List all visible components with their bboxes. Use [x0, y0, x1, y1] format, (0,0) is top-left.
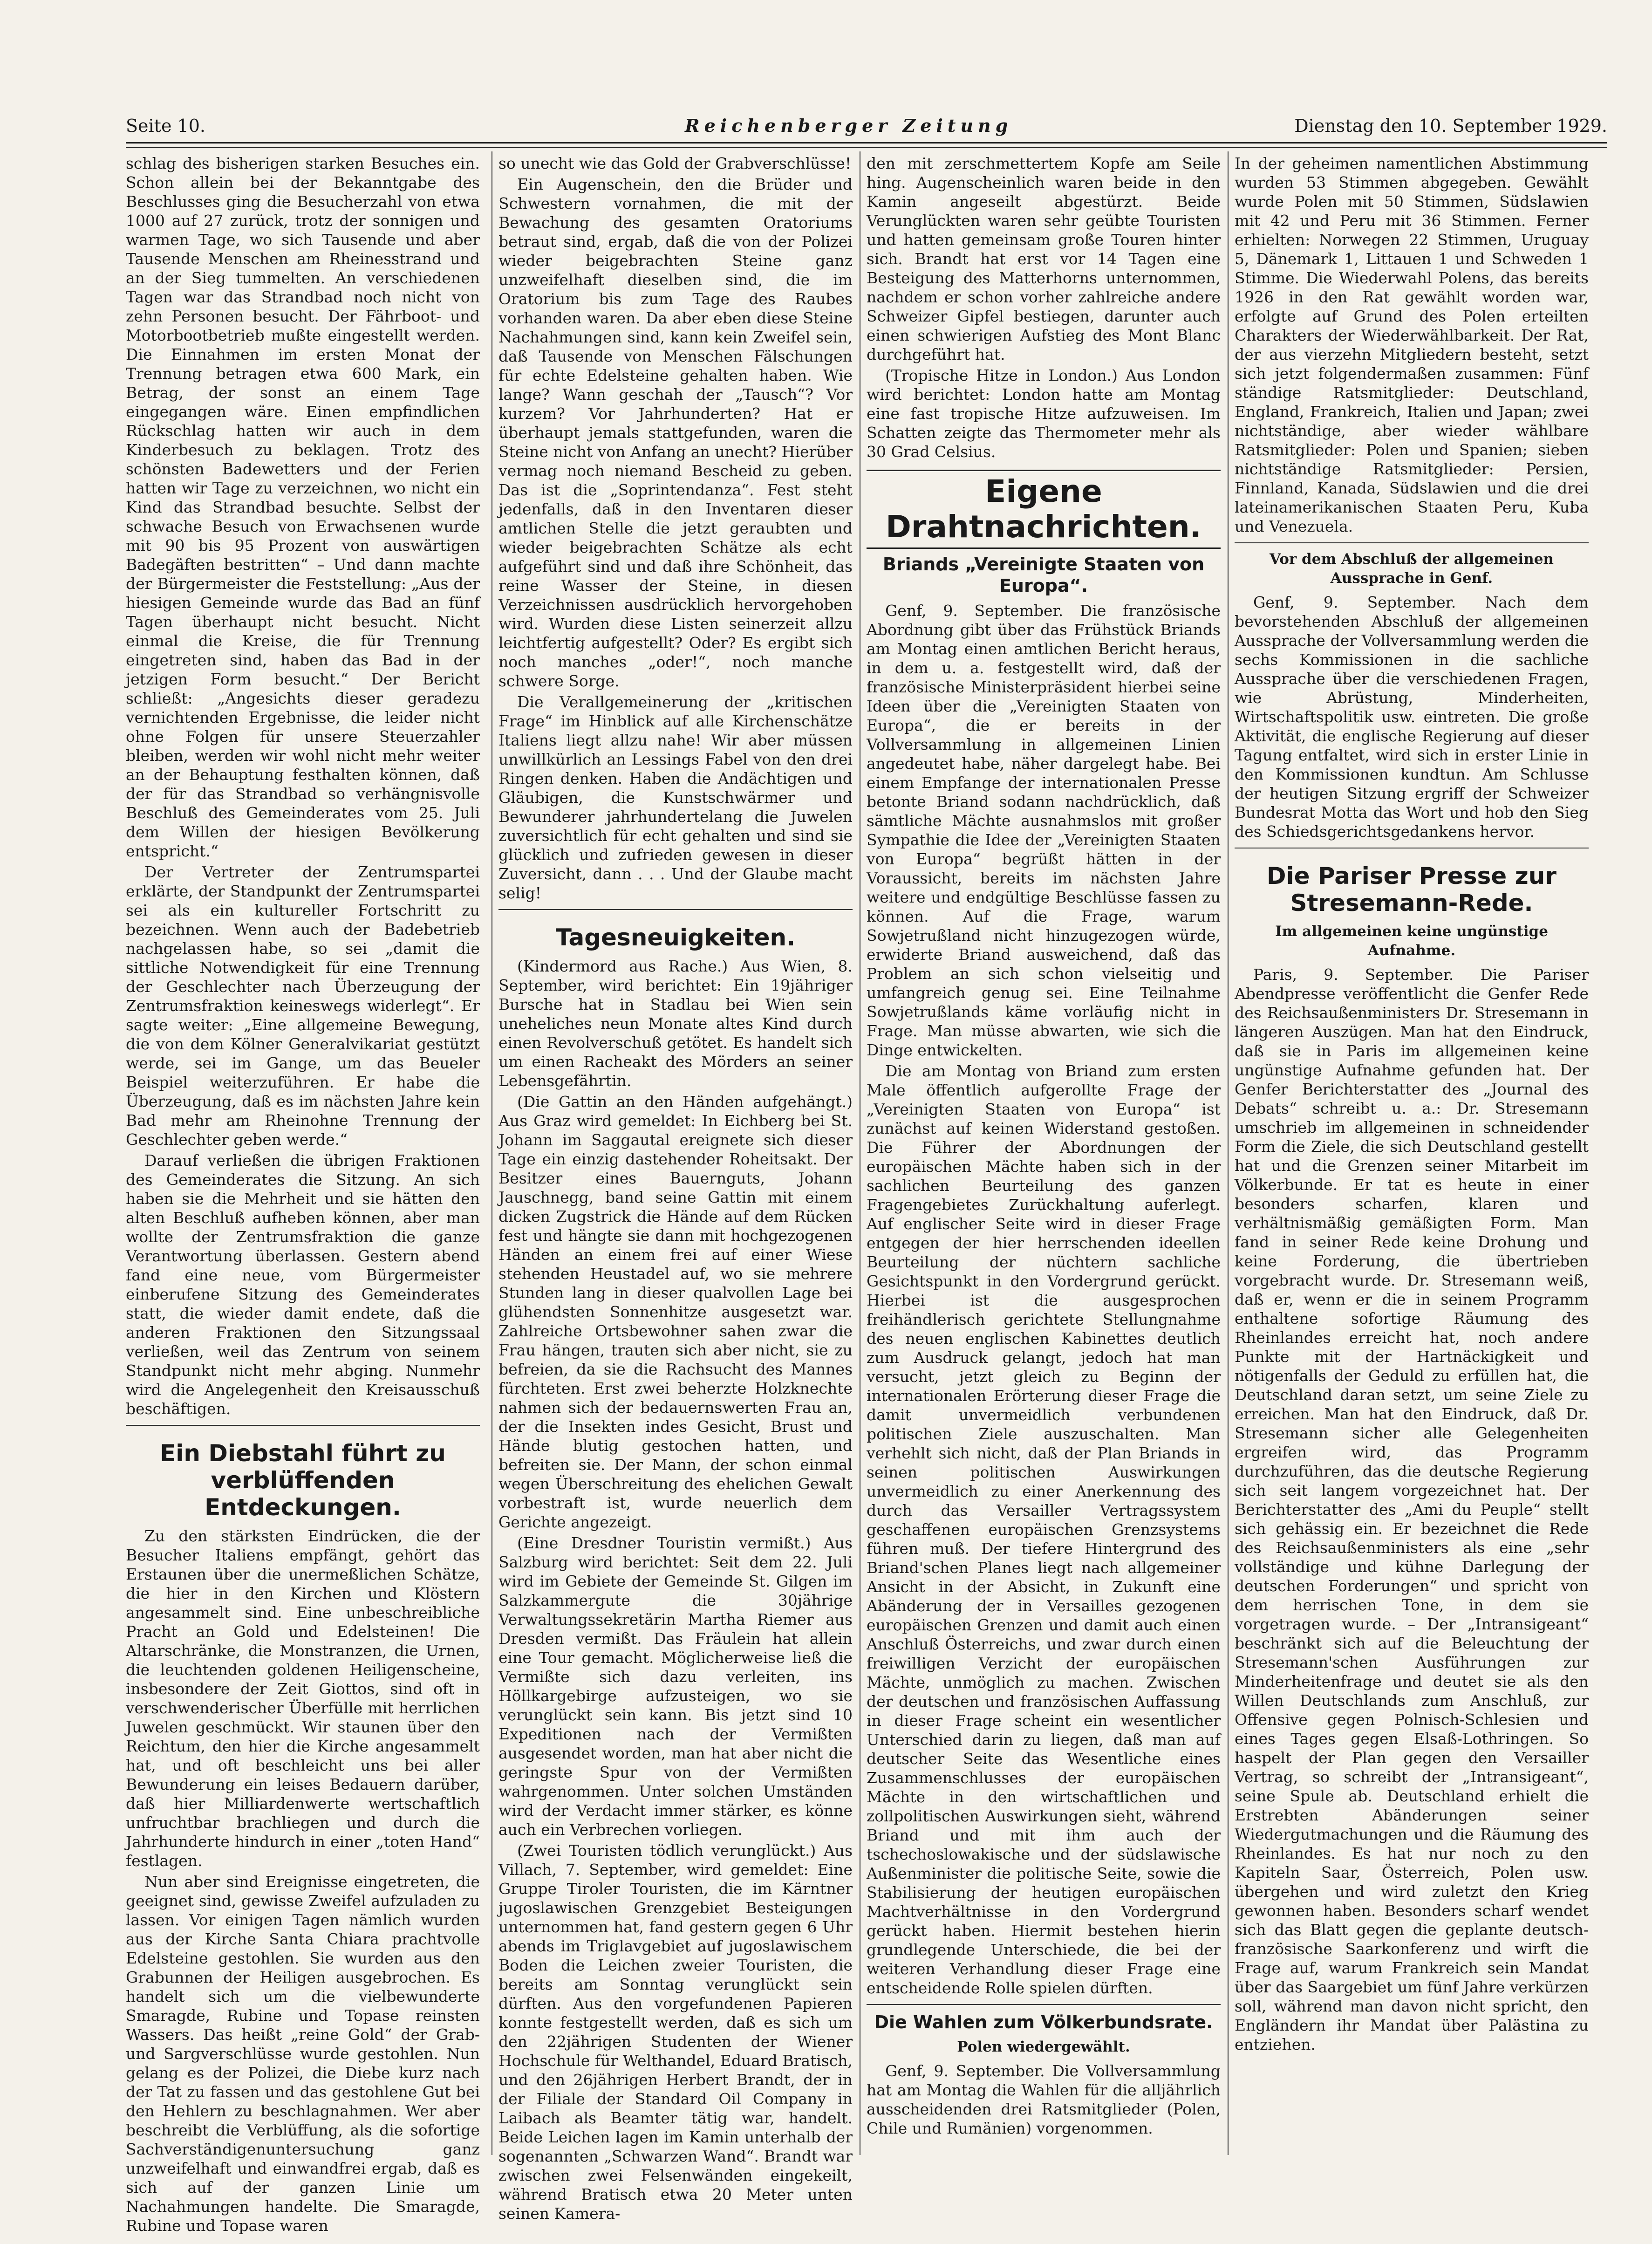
article-kicker: Im allgemeinen keine ungünstige Aufnahme.: [1275, 923, 1548, 959]
page-header: [126, 112, 1607, 140]
article-text: Die am Montag von Briand zum ersten Male öffentlich aufgerollte Frage der „Vereinigten Staaten von Europa“ ist zunächst auf keinen Widerstand gestoßen. Die Führer der Abordnungen der europäischen Mächte haben sich in der sachlichen Beurteilung des ganzen Fragengebietes Zurückhaltung auferlegt. Auf englischer Seite wird in dieser Frage entgegen der hier herrschenden ideellen Beurteilung der nüchtern sachliche Gesichtspunkt in den Vordergrund gerückt. Hierbei ist die ausgesprochen freihändlerisch gerichtete Stellungnahme des neuen englischen Kabinettes deutlich zum Ausdruck gelangt, jedoch hat man versucht, jetzt gleich zu Beginn der internationalen Erörterung dieser Frage die damit unvermeidlich verbundenen politischen Ziele auszuschalten. Man verhehlt sich nicht, daß der Plan Briands in seinen politischen Auswirkungen unvermeidlich zu einer Anerkennung des durch das Versailler Vertragssystem geschaffenen europäischen Grenzsystems führen muß. Der tiefere Hintergrund des Briand'schen Planes liegt nach allgemeiner Ansicht in der Absicht, in Zukunft eine Abänderung der in Versailles gezogenen europäischen Grenzen und damit auch einen Anschluß Österreichs, und zwar durch einen freiwilligen Verzicht der europäischen Mächte, unmöglich zu machen. Zwischen der deutschen und französischen Auffassung in dieser Frage scheint ein wesentlicher Unterschied darin zu liegen, daß man auf deutscher Seite das Wesentliche eines Zusammenschlusses der europäischen Mächte in den wirtschaftlichen und zollpolitischen Auswirkungen sieht, während Briand und mit ihm auch der tschechoslowakische und der südslawische Außenminister die politische Seite, sowie die Stabilisierung der heutigen europäischen Machtverhältnisse in den Vordergrund gerückt haben. Hiermit bestehen hierin grundlegende Unterschiede, die bei der weiteren Verhandlung dieser Frage eine entscheidende Rolle spielen dürften.: [867, 1062, 1221, 1997]
section-banner: Eigene Drahtnachrichten.: [867, 470, 1221, 549]
column-2: [498, 154, 853, 2223]
news-item: (Kindermord aus Rache.) Aus Wien, 8. September, wird berichtet: Ein 19jähriger Bursche hat in Stadlau bei Wien sein uneheliches neun Monate altes Kind durch einen Revolverschuß getötet. Es handelt sich um einen Racheakt des Mörders an seiner Lebensgefährtin.: [498, 957, 853, 1090]
section-headline: Tagesneuigkeiten.: [555, 924, 796, 951]
divider: [126, 1425, 480, 1426]
article-text: Genf, 9. September. Nach dem bevorstehenden Abschluß der allgemeinen Aussprache der Vollversammlung werden die sechs Kommissionen in die sachliche Aussprache über die verschiedenen Fragen, wie Abrüstung, Minderheiten, Wirtschaftspolitik usw. eintreten. Die große Aktivität, die englische Regierung auf dieser Tagung entfaltet, wird sich in erster Linie in den Kommissionen kundtun. Am Schlusse der heutigen Sitzung ergriff der Schweizer Bundesrat Motta das Wort und hob den Sieg des Schiedsgerichtsgedankens hervor.: [1235, 593, 1589, 841]
article-text: Ein Augenschein, den die Brüder und Schwestern vornahmen, die mit der Bewachung des gesamten Oratoriums betraut sind, ergab, daß die von der Polizei wieder beigebrachten Steine ganz unzweifelhaft dieselben sind, die im Oratorium bis zum Tage des Raubes vorhanden waren. Da aber eben diese Steine Nachahmungen sind, kann kein Zweifel sein, daß Tausende von Menschen Fälschungen für echte Edelsteine gehalten haben. Wie lange? Wann geschah der „Tausch“? Vor kurzem? Vor Jahrhunderten? Hat er überhaupt jemals stattgefunden, waren die Steine nicht von Anfang an unecht? Hierüber vermag noch niemand Bescheid zu geben. Das ist die „Soprintendanza“. Fest steht jedenfalls, daß in den Inventaren dieser amtlichen Stelle die jetzt geraubten und wieder beigebrachten Schätze als echt aufgeführt sind und daß ihre Schönheit, das reine Wasser der Steine, in diesen Verzeichnissen ausdrücklich hervorgehoben wird. Wurden diese Listen seinerzeit allzu leichtfertig aufgestellt? Oder? Es ergibt sich noch manches „oder!“, noch manche schwere Sorge.: [498, 175, 853, 690]
divider: [1235, 542, 1589, 543]
article-headline: Die Wahlen zum Völkerbundsrate.: [874, 2012, 1213, 2032]
article-text: Paris, 9. September. Die Pariser Abendpresse veröffentlicht die Genfer Rede des Reichsaußenministers Dr. Stresemann in längeren Auszügen. Man hat den Eindruck, daß sie in Paris im allgemeinen keine ungünstige Aufnahme gefunden hat. Der Genfer Berichterstatter des „Journal des Debats“ schreibt u. a.: Dr. Stresemann umschrieb im allgemeinen in schneidender Form die Ziele, die sich Deutschland gestellt hat und die Grenzen seiner Mitarbeit im Völkerbunde. Er tat es heute in einer besonders scharfen, klaren und verhältnismäßig gemäßigten Form. Man fand in seiner Rede keine Drohung und keine Forderung, die übertrieben vorgebracht wurde. Dr. Stresemann weiß, daß er, wenn er die in seinem Programm enthaltene sofortige Räumung des Rheinlandes erreicht hat, noch andere Punkte mit der Hartnäckigkeit und nötigenfalls der Geduld zu erfüllen hat, die Deutschland daran setzt, um seine Ziele zu erreichen. Man hat den Eindruck, daß Dr. Stresemann sicher alle Gelegenheiten ergreifen wird, das Programm durchzuführen, das die deutsche Regierung sich seit langem vorgezeichnet hat. Der Berichterstatter des „Ami du Peuple“ stellt sich gehässig ein. Er bezeichnet die Rede des Reichsaußenministers als eine „sehr vollständige und kühne Darlegung der deutschen Forderungen“ und spricht von dem herrischen Tone, in dem sie vorgetragen wurde. – Der „Intransigeant“ beschränkt sich auf die Beleuchtung der Stresemann'schen Ausführungen zur Minderheitenfrage und deutet sie als den Willen Deutschlands zum Anschluß, zur Offensive gegen Polnisch-Schlesien und eines Tages gegen Elsaß-Lothringen. So haspelt der Plan gegen den Versailler Vertrag, so schreibt der „Intransigeant“, seine Spule ab. Deutschland erhielt die Erstrebten Abänderungen seiner Wiedergutmachungen und die Räumung des Rheinlandes. Es hat nur noch zu den Kapiteln Saar, Österreich, Polen usw. übergehen und wird zuletzt den Krieg gewonnen haben. Besonders scharf wendet sich das Blatt gegen die geplante deutsch-französische Saarkonferenz und wirft die Frage auf, warum Frankreich sein Mandat über das Saargebiet um fünf Jahre verkürzen soll, während man davon nicht spricht, den Engländern ihr Mandat über Palästina zu entziehen.: [1235, 965, 1589, 2053]
article-text: In der geheimen namentlichen Abstimmung wurden 53 Stimmen abgegeben. Gewählt wurde Polen mit 50 Stimmen, Südslawien mit 42 und Peru mit 36 Stimmen. Ferner erhielten: Norwegen 22 Stimmen, Uruguay 5, Dänemark 1, Littauen 1 und Schweden 1 Stimme. Die Wiederwahl Polens, das bereits 1926 in den Rat gewählt worden war, erfolgte auf Grund des Polen erteilten Charakters der Wiederwählbarkeit. Der Rat, der aus vierzehn Mitgliedern besteht, setzt sich jetzt folgendermaßen zusammen: Fünf ständige Ratsmitglieder: Deutschland, England, Frankreich, Italien und Japan; zwei nichtständige, aber wieder wählbare Ratsmitglieder: Polen und Spanien; sieben nichtständige Ratsmitglieder: Persien, Finnland, Kanada, Südslawien und die drei lateinamerikanischen Staaten Peru, Kuba und Venezuela.: [1235, 154, 1589, 535]
article-text: Die Verallgemeinerung der „kritischen Frage“ im Hinblick auf alle Kirchenschätze Italiens liegt allzu nahe! Wir aber müssen unwillkürlich an Lessings Fabel von den drei Ringen denken. Haben die Andächtigen und Gläubigen, die Kunstschwärmer und Bewunderer jahrhundertelang die Juwelen zuversichtlich für echt gehalten und sind sie glücklich und zufrieden gewesen in dieser Zuversicht, dann . . . Und der Glaube macht selig!: [498, 693, 853, 902]
header-rule: [126, 142, 1607, 148]
article-text: Der Vertreter der Zentrumspartei erklärte, der Standpunkt der Zentrumspartei sei als ein kultureller Fortschritt zu bezeichnen. Wenn auch der Badebetrieb nachgelassen habe, so sei „damit die sittliche Notwendigkeit für eine Trennung der Geschlechter nach Überzeugung der Zentrumsfraktion keineswegs widerlegt“. Er sagte weiter: „Eine allgemeine Bewegung, die von dem Kölner Generalvikariat gestützt werde, sei im Gange, um das Beueler Beispiel weiterzuführen. Er habe die Überzeugung, daß es im nächsten Jahre kein Bad mehr am Rheinohne Trennung der Geschlechter geben werde.“: [126, 863, 480, 1149]
article-headline: Vor dem Abschluß der allgemeinen Aussprache in Genf.: [1270, 551, 1554, 587]
divider: [867, 2004, 1221, 2005]
news-item: (Die Gattin an den Händen aufgehängt.) Aus Graz wird gemeldet: In Eichberg bei St. Johann im Saggautal ereignete sich dieser Tage ein einzig dastehender Roheitsakt. Der Besitzer eines Bauernguts, Johann Jauschnegg, band seine Gattin mit einem dicken Zugstrick die Hände auf dem Rücken fest und hängte sie dann mit hochgezogenen Händen an einem frei auf einer Wiese stehenden Heustadel auf, wo sie mehrere Stunden lang in dieser qualvollen Lage bei glühendsten Sonnenhitze ausgesetzt war. Zahlreiche Ortsbewohner sahen zwar die Frau hängen, trauten sich aber nicht, sie zu befreien, da sie die Rachsucht des Mannes fürchteten. Erst zwei beherzte Holzknechte nahmen sich der bedauernswerten Frau an, der die Insekten indes Gesicht, Brust und Hände blutig gestochen hatten, und befreiten sie. Der Mann, der schon einmal wegen Überschreitung des ehelichen Gewalt vorbestraft ist, wurde neuerlich dem Gerichte angezeigt.: [498, 1093, 853, 1531]
column-3: [867, 154, 1221, 2157]
newspaper-title: Reichenberger Zeitung: [685, 115, 1013, 136]
article-text: schlag des bisherigen starken Besuches ein. Schon allein bei der Bekanntgabe des Beschlusses ging die Besucherzahl von etwa 1000 auf 27 zurück, trotz der sonnigen und warmen Tage, wo sich Tausende und aber Tausende Menschen am Rheinesstrand und an der Sieg tummelten. An verschiedenen Tagen war das Strandbad noch nicht von zehn Personen besucht. Der Fährboot- und Motorbootbetrieb mußte eingestellt werden. Die Einnahmen im ersten Monat der Trennung betragen etwa 600 Mark, ein Betrag, der sonst an einem Tage eingegangen wäre. Einen empfindlichen Rückschlag hatten wir auch in dem Kinderbesuch zu beklagen. Trotz des schönsten Badewetters und der Ferien hatten wir Tage zu verzeichnen, wo nicht ein Kind das Strandbad besuchte. Selbst der schwache Besuch von Erwachsenen wurde mit 90 bis 95 Prozent von auswärtigen Badegäften bestritten“ – Und dann machte der Bürgermeister die Feststellung: „Aus der hiesigen Gemeinde wurde das Bad an fünf Tagen überhaupt nicht besucht. Nicht einmal die Kreise, die für Trennung eingetreten sind, haben das Bad in der jetzigen Form besucht.“ Der Bericht schließt: „Angesichts dieser geradezu vernichtenden Ergebnisse, die leider nicht ohne Folgen für unsere Steuerzahler bleiben, werden wir wohl nicht mehr weiter an der Behauptung festhalten können, daß der für das Strandbad so verhängnisvolle Beschluß des Gemeinderates vom 25. Juli dem Willen der hiesigen Bevölkerung entspricht.“: [126, 154, 480, 860]
article-text: Genf, 9. September. Die Vollversammlung hat am Montag die Wahlen für die alljährlich ausscheidenden drei Ratsmitglieder (Polen, Chile und Rumänien) vorgenommen.: [867, 2062, 1221, 2137]
article-text: so unecht wie das Gold der Grabverschlüsse!: [498, 154, 852, 172]
news-item: (Eine Dresdner Touristin vermißt.) Aus Salzburg wird berichtet: Seit dem 22. Juli wird im Gebiete der Gemeinde St. Gilgen im Salzkammergute die 30jährige Verwaltungssekretärin Martha Riemer aus Dresden vermißt. Das Fräulein hat allein eine Tour gemacht. Möglicherweise ließ die Vermißte sich dazu verleiten, ins Höllkargebirge aufzusteigen, wo sie verunglückt sein kann. Bis jetzt sind 10 Expeditionen nach der Vermißten ausgesendet worden, man hat aber nicht die geringste Spur von der Vermißten wahrgenommen. Unter solchen Umständen wird der Verdacht immer stärker, es könne auch ein Verbrechen vorliegen.: [498, 1534, 853, 1839]
article-text: Zu den stärksten Eindrücken, die der Besucher Italiens empfängt, gehört das Erstaunen über die unermeßlichen Schätze, die hier in den Kirchen und Klöstern angesammelt sind. Eine unbeschreibliche Pracht an Gold und Edelsteinen! Die Altarschränke, die Monstranzen, die Urnen, die leuchtenden goldenen Heiligenscheine, insbesondere der Zeit Giottos, sind oft in verschwenderischer Überfülle mit herrlichen Juwelen geschmückt. Wir staunen über den Reichtum, den hier die Kirche angesammelt hat, und oft beschleicht uns bei aller Bewunderung ein leises Bedauern darüber, daß hier Milliardenwerte wertschaftlich unfruchtbar brachliegen und durch die Jahrhunderte hindurch in einer „toten Hand“ festlagen.: [126, 1527, 480, 1870]
article-headline: Ein Diebstahl führt zu verblüffenden Entdeckungen.: [160, 1440, 446, 1521]
article-text: den mit zerschmettertem Kopfe am Seile hing. Augenscheinlich waren beide in den Kamin angeseilt abgestürzt. Beide Verunglückten waren sehr geübte Touristen und hatten gemeinsam große Touren hinter sich. Brandt hat erst vor 14 Tagen eine Besteigung des Matterhorns unternommen, nachdem er schon vorher zahlreiche andere Schweizer Gipfel bestiegen, darunter auch einen schwierigen Aufstieg des Mont Blanc durchgeführt hat.: [867, 154, 1221, 363]
issue-date: Dienstag den 10. September 1929.: [1294, 116, 1607, 136]
article-text: Genf, 9. September. Die französische Abordnung gibt über das Frühstück Briands am Montag einen amtlichen Bericht heraus, in dem u. a. festgestellt wird, daß der französische Ministerpräsident hierbei seine Ideen über die „Vereinigten Staaten von Europa“, die er bereits in der Vollversammlung in allgemeinen Linien angedeutet habe, näher dargelegt habe. Bei einem Empfange der internationalen Presse betonte Briand sodann nachdrücklich, daß sämtliche Mächte ausnahmslos mit großer Sympathie die Idee der „Vereinigten Staaten von Europa“ begrüßt hätten in der Voraussicht, bereits im nächsten Jahre weitere und endgültige Beschlüsse fassen zu können. Auf die Frage, warum Sowjetrußland nicht hinzugezogen würde, erwiderte Briand ausweichend, daß das Problem an sich schon vielseitig und umfangreich genug sei. Eine Teilnahme Sowjetrußlands käme vorläufig nicht in Frage. Man müsse abwarten, wie sich die Dinge entwickelten.: [867, 602, 1221, 1059]
news-item: (Tropische Hitze in London.) Aus London wird berichtet: London hatte am Montag eine fast tropische Hitze aufzuweisen. Im Schatten zeigte das Thermometer mehr als 30 Grad Celsius.: [867, 366, 1221, 461]
article-kicker: Polen wiedergewählt.: [957, 2039, 1130, 2055]
article-text: Nun aber sind Ereignisse eingetreten, die geeignet sind, gewisse Zweifel aufzuladen zu lassen. Vor einigen Tagen nämlich wurden aus der Kirche Santa Chiara prachtvolle Edelsteine gestohlen. Sie wurden aus den Grabunnen der Heiligen ausgebrochen. Es handelt sich um die vielbewunderte Smaragde, Rubine und Topase reinsten Wassers. Das heißt „reine Gold“ der Grab- und Sargverschlüsse wurde gestohlen. Nun gelang es der Polizei, die Diebe kurz nach der Tat zu fassen und das gestohlene Gut bei den Hehlern zu beschlagnahmen. Wer aber beschreibt die Verblüffung, als die sofortige Sachverständigenuntersuchung ganz unzweifelhaft und einwandfrei ergab, daß es sich auf der ganzen Linie um Nachahmungen handelte. Die Smaragde, Rubine und Topase waren: [126, 1873, 480, 2235]
article-headline: Briands „Vereinigte Staaten von Europa“.: [882, 554, 1205, 596]
column-1: [126, 154, 480, 2235]
news-item: (Zwei Touristen tödlich verunglückt.) Aus Villach, 7. September, wird gemeldet: Eine Gruppe Tiroler Touristen, die im Kärntner jugoslawischen Grenzgebiet Besteigungen unternommen hat, fand gestern gegen 6 Uhr abends im Triglavgebiet auf jugoslawischem Boden die Leichen zweier Touristen, die bereits am Sonntag verunglückt sein dürften. Aus den vorgefundenen Papieren konnte festgestellt werden, daß es sich um den 22jährigen Studenten der Wiener Hochschule für Welthandel, Eduard Bratisch, und den 26jährigen Herbert Brandt, der in der Filiale der Standard Oil Company in Laibach als Beamter tätig war, handelt. Beide Leichen lagen im Kamin unterhalb der sogenannten „Schwarzen Wand“. Brandt war zwischen zwei Felsenwänden eingekeilt, während Bratisch etwa 20 Meter unten seinen Kamera-: [498, 1841, 853, 2223]
column-separator: [1228, 151, 1229, 2155]
divider: [498, 909, 853, 910]
article-headline: Die Pariser Presse zur Stresemann-Rede.: [1267, 862, 1556, 917]
page-number: Seite 10.: [126, 116, 205, 136]
article-text: Darauf verließen die übrigen Fraktionen des Gemeinderates die Sitzung. An sich haben sie die Mehrheit und sie hätten den alten Beschluß aufheben können, aber man wollte der Zentrumsfraktion die ganze Verantwortung überlassen. Gestern abend fand eine neue, vom Bürgermeister einberufene Sitzung des Gemeinderates statt, die wieder damit endete, daß die anderen Fraktionen den Sitzungssaal verließen, weil das Zentrum von seinem Standpunkt nicht mehr abging. Nunmehr wird die Angelegenheit den Kreisausschuß beschäftigen.: [126, 1151, 480, 1418]
column-4: [1235, 154, 1589, 2157]
